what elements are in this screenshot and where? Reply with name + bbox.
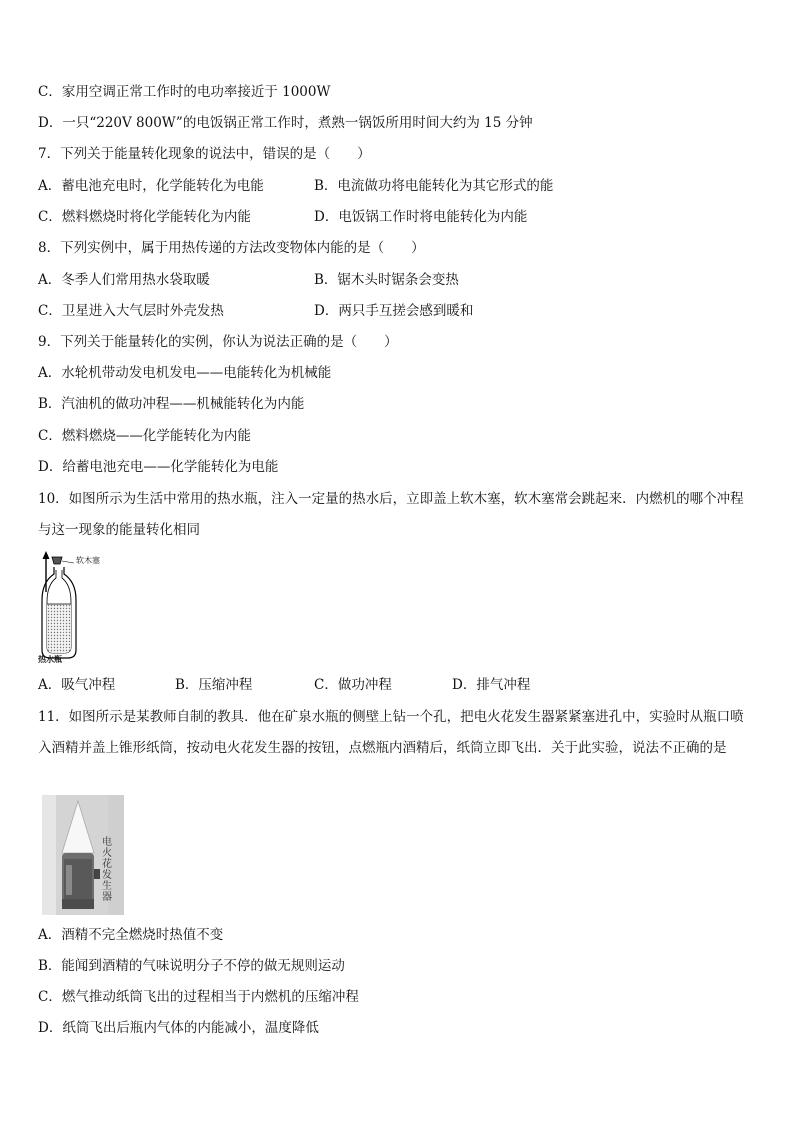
spark-generator-label: 电火花发生器: [102, 837, 112, 903]
q10-stem: 10．如图所示为生活中常用的热水瓶，注入一定量的热水后，立即盖上软木塞，软木塞常会跳起来．内燃机的哪个冲程与这一现象的能量转化相同: [38, 491, 744, 538]
q6-option-c: C．家用空调正常工作时的电功率接近于 1000W: [38, 84, 331, 100]
q11-option-b: B．能闻到酒精的气味说明分子不停的做无规则运动: [38, 958, 345, 974]
q9-option-d: D．给蓄电池充电——化学能转化为电能: [38, 459, 279, 475]
q10-option-d: D．排气冲程: [452, 677, 531, 693]
q11-option-c: C．燃气推动纸筒飞出的过程相当于内燃机的压缩冲程: [38, 989, 359, 1005]
bottle-cone-photo: [42, 795, 124, 915]
q9-option-b: B．汽油机的做功冲程——机械能转化为内能: [38, 396, 305, 412]
q10-option-a: A．吸气冲程: [38, 677, 116, 693]
q7-stem: 7．下列关于能量转化现象的说法中，错误的是（ ）: [38, 146, 371, 162]
q11-option-a: A．酒精不完全燃烧时热值不变: [38, 927, 224, 943]
thermos-label: 热水瓶: [38, 654, 62, 664]
q8-option-c: C．卫星进入大气层时外壳发热: [38, 303, 224, 319]
q7-option-c: C．燃料燃烧时将化学能转化为内能: [38, 209, 251, 225]
q9-option-c: C．燃料燃烧——化学能转化为内能: [38, 428, 251, 444]
q8-option-b: B．锯木头时锯条会变热: [314, 272, 459, 288]
q6-option-d: D．一只“220V 800W”的电饭锅正常工作时，煮熟一锅饭所用时间大约为 15 分钟: [38, 115, 533, 131]
q9-stem: 9．下列关于能量转化的实例，你认为说法正确的是（ ）: [38, 334, 398, 350]
thermos-figure: [38, 550, 128, 665]
q10-option-c: C．做功冲程: [314, 677, 392, 693]
q9-option-a: A．水轮机带动发电机发电——电能转化为机械能: [38, 365, 332, 381]
q7-option-d: D．电饭锅工作时将电能转化为内能: [314, 209, 528, 225]
q7-option-b: B．电流做功将电能转化为其它形式的能: [314, 178, 554, 194]
cork-label: 软木塞: [76, 556, 100, 565]
q11-stem: 11．如图所示是某教师自制的教具．他在矿泉水瓶的侧壁上钻一个孔，把电火花发生器紧紧塞进孔中，实验时从瓶口喷入酒精并盖上锥形纸筒，按动电火花发生器的按钮，点燃瓶内酒精后，纸筒立即飞出．关于此实验，说法不正确的是: [38, 709, 744, 756]
q8-stem: 8．下列实例中，属于用热传递的方法改变物体内能的是（ ）: [38, 240, 425, 256]
q10-option-b: B．压缩冲程: [175, 677, 253, 693]
q7-option-a: A．蓄电池充电时，化学能转化为电能: [38, 178, 264, 194]
q8-option-d: D．两只手互搓会感到暖和: [314, 303, 474, 319]
q11-option-d: D．纸筒飞出后瓶内气体的内能减小，温度降低: [38, 1020, 319, 1036]
q8-option-a: A．冬季人们常用热水袋取暖: [38, 272, 210, 288]
